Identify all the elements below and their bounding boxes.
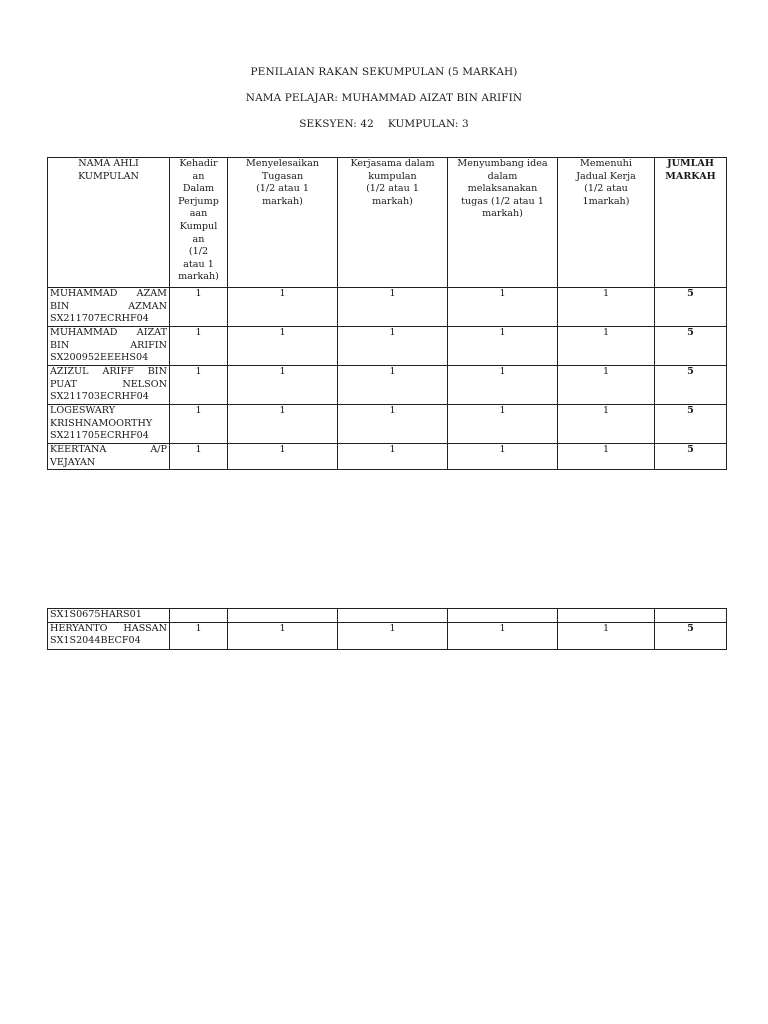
member-name-cell xyxy=(48,327,170,366)
column-header-line: Menyelesaikan xyxy=(246,158,319,169)
score-cell: 1 xyxy=(558,405,655,444)
member-name-line: SX200952EEEHS04 xyxy=(50,352,149,364)
table-row xyxy=(48,366,727,405)
score-cell xyxy=(448,609,558,623)
column-header-6 xyxy=(655,158,727,288)
score-cell: 1 xyxy=(228,366,338,405)
member-name-cell xyxy=(48,444,170,470)
member-name-line: PUAT NELSON xyxy=(50,378,167,390)
score-cell: 1 xyxy=(558,444,655,470)
column-header-5 xyxy=(558,158,655,288)
column-header-line: atau 1 xyxy=(183,258,214,270)
column-header-line: tugas (1/2 atau 1 xyxy=(461,195,544,207)
member-name-line: SX211707ECRHF04 xyxy=(50,313,149,325)
column-header-line: melaksanakan xyxy=(467,183,538,195)
score-cell xyxy=(558,609,655,623)
section-label: SEKSYEN: 42 xyxy=(299,118,374,130)
column-header-line: an xyxy=(192,170,205,182)
column-header-3 xyxy=(338,158,448,288)
score-cell: 1 xyxy=(170,622,228,649)
score-cell: 1 xyxy=(228,622,338,649)
column-header-line: JUMLAH xyxy=(667,158,714,169)
column-header-line: kumpulan xyxy=(368,170,417,182)
score-cell: 1 xyxy=(558,366,655,405)
member-name-line: HERYANTO HASSAN xyxy=(50,622,167,634)
score-cell: 1 xyxy=(228,327,338,366)
table-row xyxy=(48,622,727,649)
column-header-line: Jadual Kerja xyxy=(576,170,636,182)
column-header-line: (1/2 atau 1 xyxy=(366,183,419,195)
table-row xyxy=(48,444,727,470)
member-name-line: SX1S2044BECF04 xyxy=(50,635,141,647)
column-header-line: Tugasan xyxy=(261,170,304,182)
score-cell: 1 xyxy=(228,444,338,470)
score-cell: 1 xyxy=(338,405,448,444)
member-name-cell xyxy=(48,405,170,444)
column-header-line: KUMPULAN xyxy=(78,170,139,182)
member-name-cell xyxy=(48,288,170,327)
column-header-line: (1/2 xyxy=(188,246,209,258)
column-header-line: Kumpul xyxy=(179,220,218,232)
column-header-line: 1markah) xyxy=(582,195,630,207)
score-cell: 1 xyxy=(448,622,558,649)
score-cell: 1 xyxy=(338,366,448,405)
peer-assessment-table xyxy=(47,157,727,470)
score-cell: 1 xyxy=(558,288,655,327)
total-score-cell: 5 xyxy=(655,444,727,470)
score-cell xyxy=(228,609,338,623)
table-row xyxy=(48,327,727,366)
group-label: KUMPULAN: 3 xyxy=(387,118,469,130)
score-cell: 1 xyxy=(558,622,655,649)
table-row xyxy=(48,288,727,327)
score-cell xyxy=(338,609,448,623)
student-name: NAMA PELAJAR: MUHAMMAD AIZAT BIN ARIFIN xyxy=(245,92,523,104)
score-cell: 1 xyxy=(338,444,448,470)
column-header-line: markah) xyxy=(482,208,523,220)
score-cell: 1 xyxy=(228,405,338,444)
section-group-line xyxy=(0,118,768,130)
column-header-line: markah) xyxy=(178,271,219,283)
score-cell: 1 xyxy=(170,288,228,327)
column-header-line: Dalam xyxy=(182,183,215,195)
score-cell: 1 xyxy=(338,288,448,327)
score-cell: 1 xyxy=(170,405,228,444)
score-cell: 1 xyxy=(448,444,558,470)
member-name-cell xyxy=(48,622,170,649)
column-header-line: NAMA AHLI xyxy=(78,158,139,169)
score-cell: 1 xyxy=(448,327,558,366)
score-cell: 1 xyxy=(558,327,655,366)
member-name-line: KRISHNAMOORTHY xyxy=(50,417,153,429)
score-cell: 1 xyxy=(170,327,228,366)
column-header-0 xyxy=(48,158,170,288)
total-score-cell: 5 xyxy=(655,622,727,649)
member-name-line: SX211703ECRHF04 xyxy=(50,391,149,403)
member-name-line: MUHAMMAD AIZAT xyxy=(50,327,167,338)
column-header-line: Perjump xyxy=(178,195,219,207)
column-header-1 xyxy=(170,158,228,288)
score-cell: 1 xyxy=(170,444,228,470)
column-header-line: (1/2 atau 1 xyxy=(256,183,309,195)
column-header-line: Kehadir xyxy=(179,158,218,169)
column-header-line: markah) xyxy=(372,195,413,207)
table-row xyxy=(48,405,727,444)
column-header-line: markah) xyxy=(262,195,303,207)
table-header-row xyxy=(48,158,727,288)
column-header-line: Kerjasama dalam xyxy=(350,158,435,169)
member-name-cell xyxy=(48,609,170,623)
total-score-cell: 5 xyxy=(655,366,727,405)
column-header-line: Menyumbang idea xyxy=(457,158,548,169)
member-name-line: MUHAMMAD AZAM xyxy=(50,288,167,299)
total-score-cell: 5 xyxy=(655,288,727,327)
score-cell: 1 xyxy=(170,366,228,405)
score-cell: 1 xyxy=(338,622,448,649)
member-name-line: BIN AZMAN xyxy=(50,300,167,312)
table-row xyxy=(48,609,727,623)
score-cell xyxy=(170,609,228,623)
total-score-cell: 5 xyxy=(655,327,727,366)
column-header-line: aan xyxy=(189,208,208,220)
form-title: PENILAIAN RAKAN SEKUMPULAN (5 MARKAH) xyxy=(250,66,518,78)
column-header-line: dalam xyxy=(487,170,518,182)
peer-assessment-table-continued xyxy=(47,608,727,650)
score-cell: 1 xyxy=(338,327,448,366)
column-header-2 xyxy=(228,158,338,288)
member-name-line: SX1S0675HARS01 xyxy=(50,609,142,620)
member-name-line: SX211705ECRHF04 xyxy=(50,430,149,442)
column-header-line: MARKAH xyxy=(665,170,716,182)
total-score-cell xyxy=(655,609,727,623)
total-score-cell: 5 xyxy=(655,405,727,444)
member-name-cell xyxy=(48,366,170,405)
member-name-line: AZIZUL ARIFF BIN xyxy=(50,366,167,377)
column-header-line: an xyxy=(192,233,205,245)
member-name-line: BIN ARIFIN xyxy=(50,339,167,351)
member-name-line: KEERTANA A/P xyxy=(50,444,167,455)
score-cell: 1 xyxy=(448,366,558,405)
score-cell: 1 xyxy=(448,405,558,444)
column-header-4 xyxy=(448,158,558,288)
score-cell: 1 xyxy=(228,288,338,327)
score-cell: 1 xyxy=(448,288,558,327)
column-header-line: Memenuhi xyxy=(580,158,632,169)
member-name-line: VEJAYAN xyxy=(50,456,96,468)
member-name-line: LOGESWARY xyxy=(50,405,116,416)
column-header-line: (1/2 atau xyxy=(584,183,628,195)
